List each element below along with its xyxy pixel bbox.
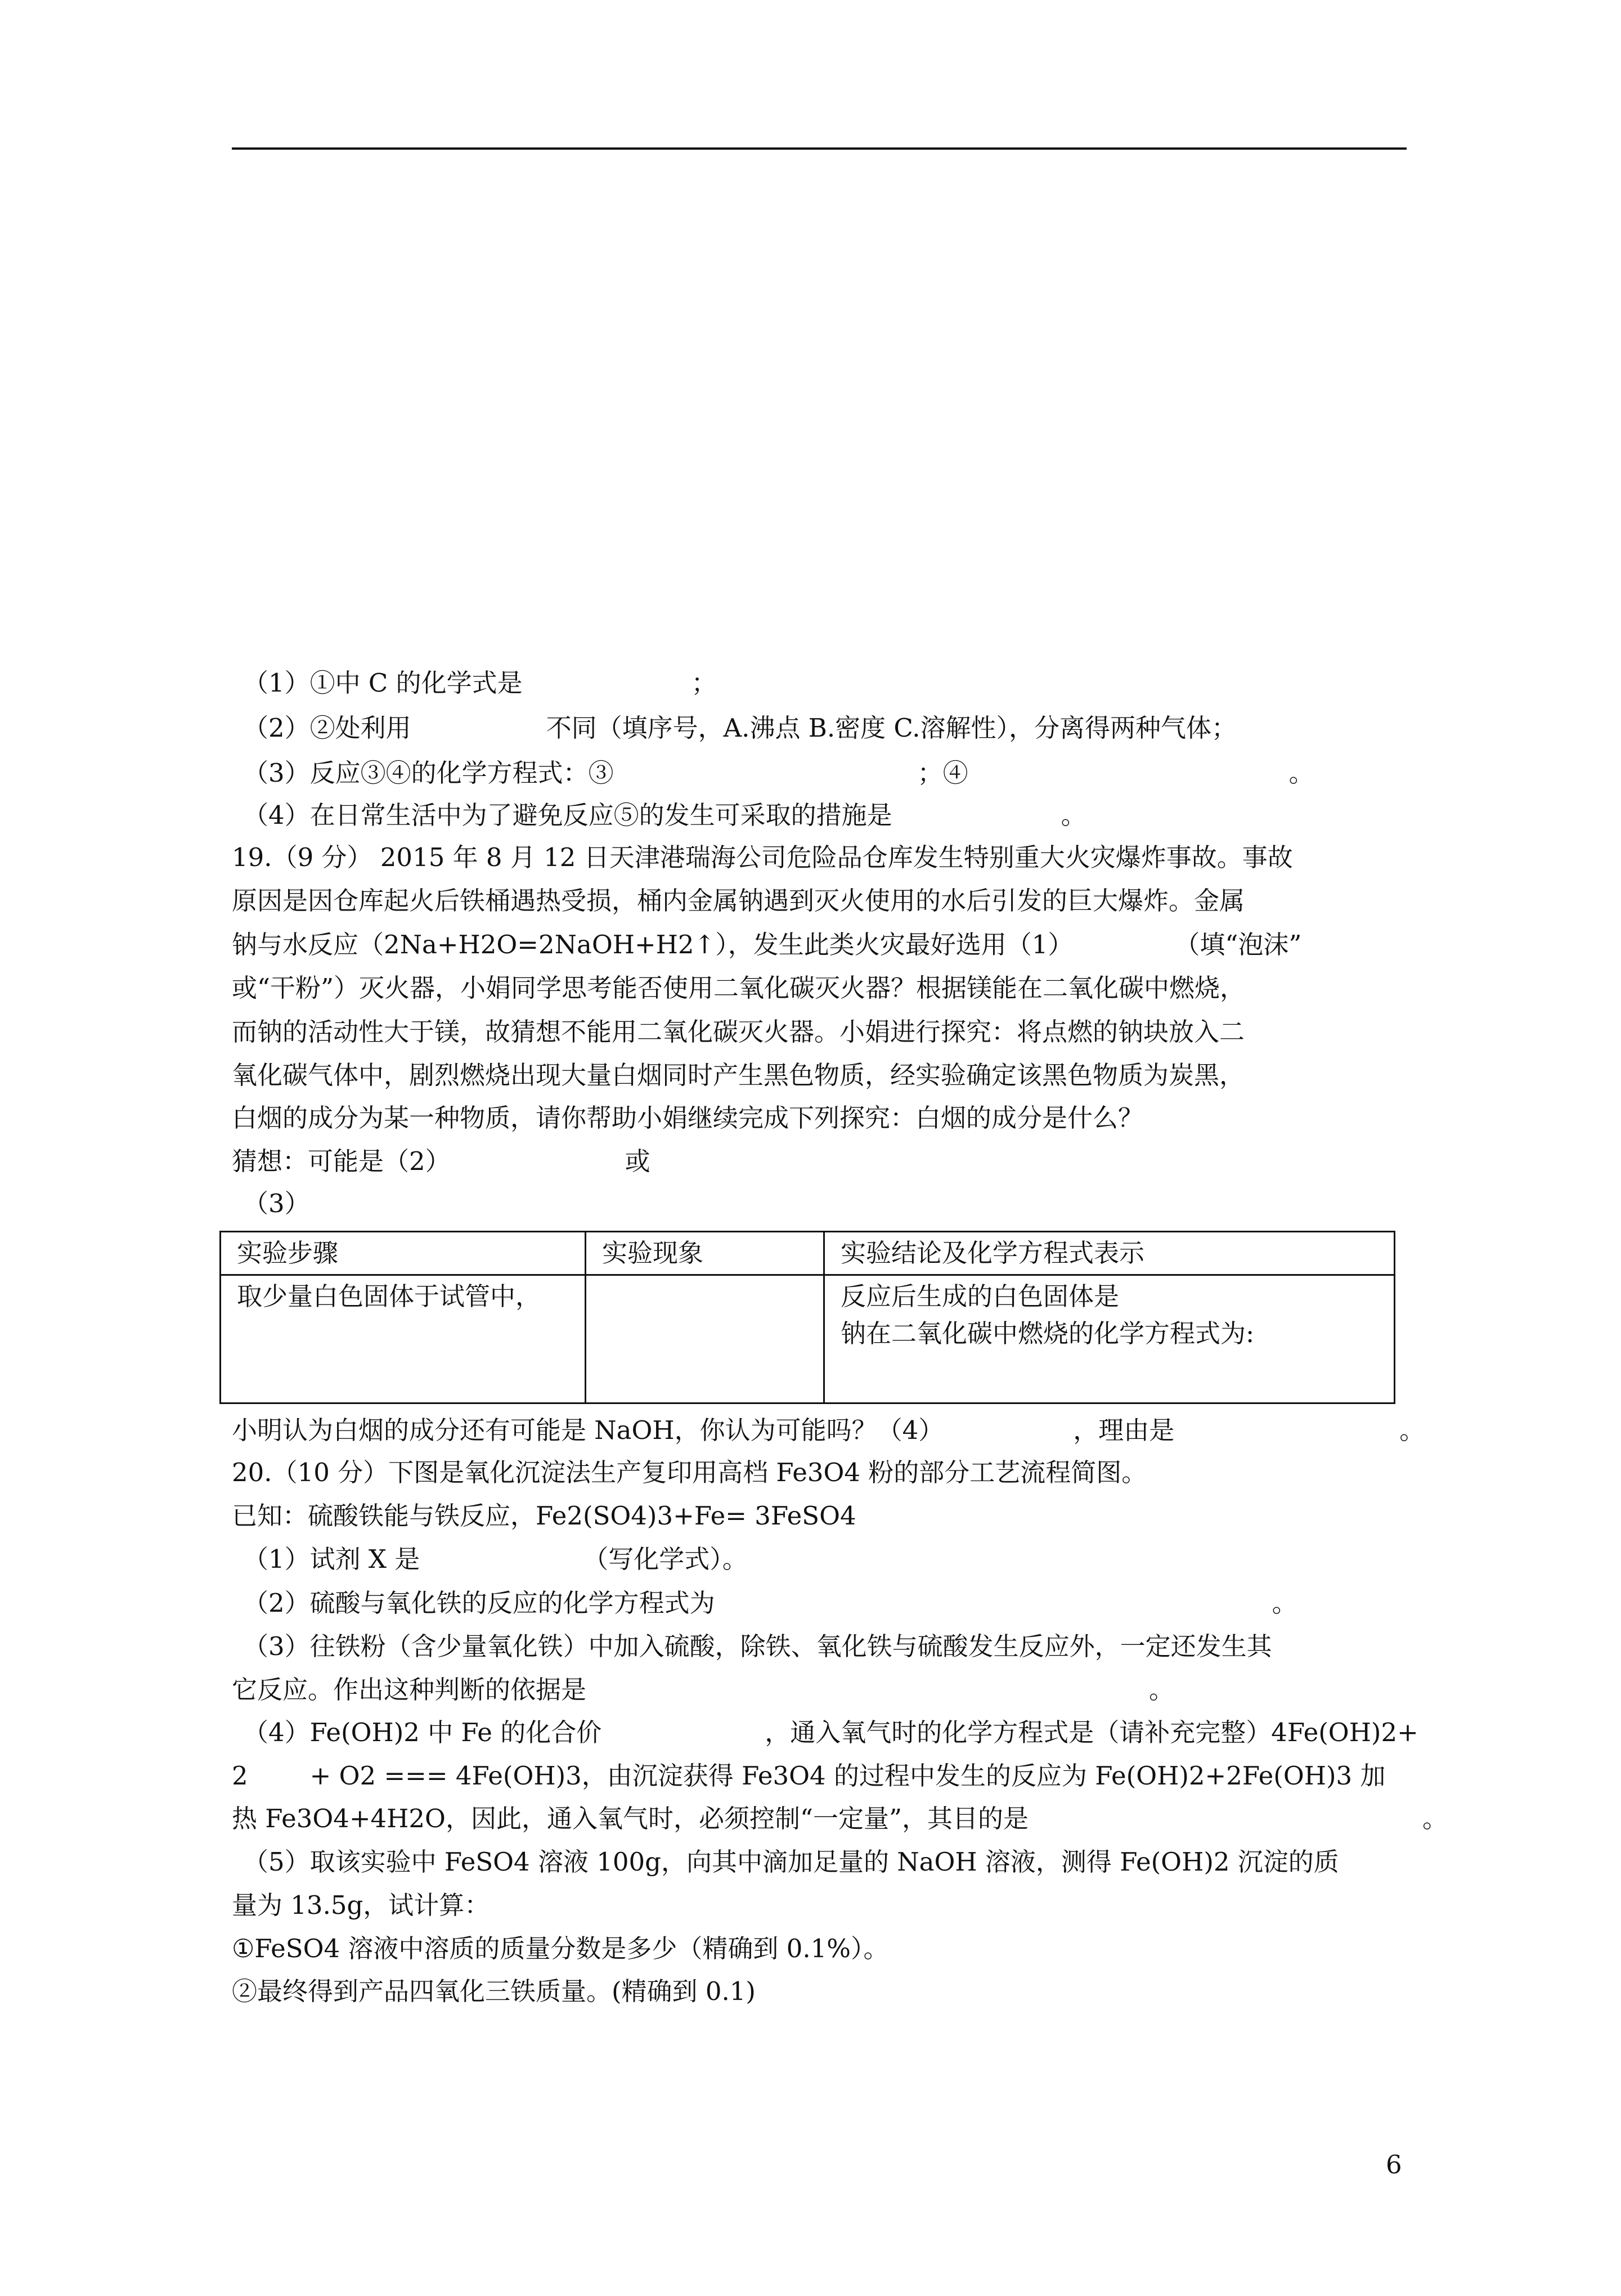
q20-part4-cont1: 2 + O2 === 4Fe(OH)3，由沉淀获得 Fe3O4 的过程中发生的反应为 Fe(OH)2+2Fe(OH)3 加 <box>232 1761 1386 1791</box>
q20-part3-cont: 它反应。作出这种判断的依据是 。 <box>232 1675 1175 1705</box>
q19-part3-label: （3） <box>243 1189 310 1218</box>
q20-part5: （5）取该实验中 FeSO4 溶液 100g，向其中滴加足量的 NaOH 溶液，测得 Fe(OH)2 沉淀的质 <box>243 1847 1339 1877</box>
q19-line7: 白烟的成分为某一种物质，请你帮助小娟继续完成下列探究：白烟的成分是什么？ <box>232 1103 1144 1133</box>
q20-part3: （3）往铁粉（含少量氧化铁）中加入硫酸，除铁、氧化铁与硫酸发生反应外，一定还发生其 <box>243 1631 1272 1661</box>
q18-part1: （1）①中 C 的化学式是 ； <box>243 668 717 698</box>
q19-line3: 钠与水反应（2Na+H2O=2NaOH+H2↑），发生此类火灾最好选用（1） （填“泡沫” <box>232 930 1302 959</box>
q20-part4-cont2: 热 Fe3O4+4H2O，因此，通入氧气时，必须控制“一定量”，其目的是 。 <box>232 1804 1448 1833</box>
q19-line2: 原因是因仓库起火后铁桶遇热受损，桶内金属钠遇到灭火使用的水后引发的巨大爆炸。金属 <box>232 886 1245 916</box>
q19-guess: 猜想：可能是（2） 或 <box>232 1146 650 1176</box>
table-header-cell: 实验现象 <box>586 1232 824 1275</box>
q20-known: 已知：硫酸铁能与铁反应，Fe2(SO4)3+Fe= 3FeSO4 <box>232 1501 856 1531</box>
table-header-cell: 实验结论及化学方程式表示 <box>824 1232 1395 1275</box>
table-cell <box>824 1275 1395 1403</box>
q20-calc1: ①FeSO4 溶液中溶质的质量分数是多少（精确到 0.1%）。 <box>232 1934 889 1963</box>
table-cell-line: 反应后生成的白色固体是 <box>841 1281 1120 1311</box>
experiment-table <box>219 1231 1395 1404</box>
q19-line1: 19.（9 分） 2015 年 8 月 12 日天津港瑞海公司危险品仓库发生特别重大火灾爆炸事故。事故 <box>232 842 1293 872</box>
table-header-cell: 实验步骤 <box>221 1232 586 1275</box>
q18-part2: （2）②处利用 不同（填序号，A.沸点 B.密度 C.溶解性），分离得两种气体； <box>243 713 1237 743</box>
q19-line4: 或“干粉”）灭火器，小娟同学思考能否使用二氧化碳灭火器？根据镁能在二氧化碳中燃烧， <box>232 973 1246 1003</box>
q20-calc2: ②最终得到产品四氧化三铁质量。(精确到 0.1) <box>232 1976 756 2006</box>
q19-line5: 而钠的活动性大于镁，故猜想不能用二氧化碳灭火器。小娟进行探究：将点燃的钠块放入二 <box>232 1017 1245 1047</box>
q20-part1: （1）试剂 X 是 （写化学式）。 <box>243 1544 748 1574</box>
q20-line1: 20.（10 分）下图是氧化沉淀法生产复印用高档 Fe3O4 粉的部分工艺流程简图。 <box>232 1458 1147 1487</box>
table-row <box>221 1275 1395 1403</box>
q20-part5-cont: 量为 13.5g，试计算： <box>232 1890 490 1920</box>
header-rule <box>232 147 1407 150</box>
table-cell <box>586 1275 824 1403</box>
table-cell: 取少量白色固体于试管中， <box>221 1275 586 1403</box>
q20-part2: （2）硫酸与氧化铁的反应的化学方程式为 。 <box>243 1588 1297 1618</box>
q18-part4: （4）在日常生活中为了避免反应⑤的发生可采取的措施是 。 <box>243 800 1086 830</box>
page-number: 6 <box>1386 2150 1402 2180</box>
q19-part4: 小明认为白烟的成分还有可能是 NaOH，你认为可能吗？（4） ，理由是 。 <box>232 1415 1425 1445</box>
q20-part4: （4）Fe(OH)2 中 Fe 的化合价 ，通入氧气时的化学方程式是（请补充完整）4Fe(OH)2+ <box>243 1717 1418 1747</box>
q19-line6: 氧化碳气体中，剧烈燃烧出现大量白烟同时产生黑色物质，经实验确定该黑色物质为炭黑， <box>232 1060 1245 1090</box>
q18-part3: （3）反应③④的化学方程式：③ ；④ 。 <box>243 758 1314 788</box>
table-header-row <box>221 1232 1395 1275</box>
table-cell-line: 钠在二氧化碳中燃烧的化学方程式为: <box>841 1319 1255 1348</box>
